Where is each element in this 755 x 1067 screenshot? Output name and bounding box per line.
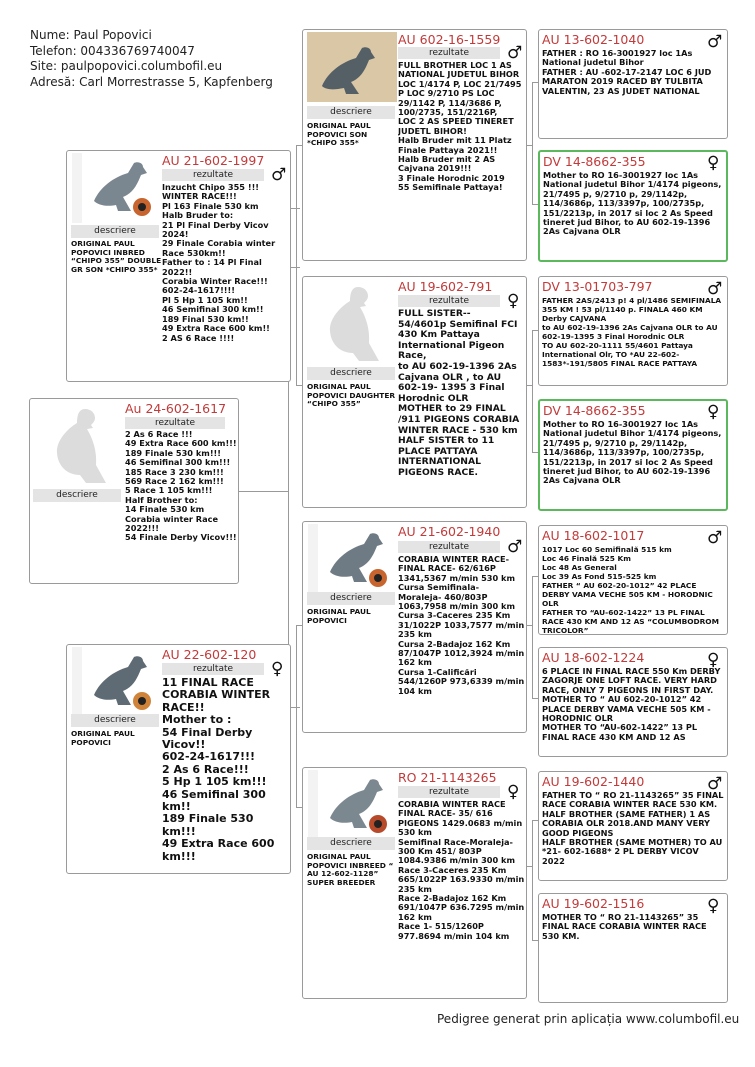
pigeon-results: FATHER TO “ RO 21-1143265” 35 FINAL RACE CORABIA WINTER RACE 530 KM. HALF BROTHER (SAME FATHER) 1 AS CORABIA OLR 2018.AND MANY VERY GOOD PIGEONS HALF BROTHER (SAME MOTHER) TO AU *21- 602-1688* 2 PL DERBY VICOV 2022 — [542, 791, 724, 866]
owner-phone: Telefon: 004336769740047 — [30, 43, 195, 58]
pigeon-card-sire[interactable] — [66, 150, 291, 382]
pigeon-card-sire-dam[interactable] — [302, 276, 527, 508]
pigeon-card-dss[interactable] — [538, 525, 728, 635]
ring-number: AU 22-602-120 — [162, 647, 257, 662]
ring-number: AU 21-602-1940 — [398, 524, 501, 539]
pigeon-photo — [71, 647, 161, 717]
owner-name: Nume: Paul Popovici — [30, 28, 152, 42]
pigeon-photo — [71, 153, 161, 223]
results-button[interactable]: rezultate — [398, 295, 500, 307]
male-icon: ♂ — [707, 528, 723, 548]
pigeon-results: CORABIA WINTER RACE FINAL RACE- 35/ 616 PIGEONS 1429.0683 m/min 530 km Semifinal Race-Moraleja- 300 Km 451/ 803P 1084.9386 m/min 300 km Race 3-Caceres 235 Km 665/1022P 163.9330 m/min 235 km Race 2-Badajoz 162 Km 691/1047P 636.7295 m/min 162 km Race 1- 515/1260P 977.8694 m/min 104 km — [398, 800, 525, 941]
ring-number: AU 18-602-1017 — [542, 528, 645, 543]
pigeon-card-sdd[interactable] — [538, 399, 728, 511]
pigeon-card-sds[interactable] — [538, 276, 728, 386]
connector — [238, 491, 288, 492]
connector — [296, 145, 297, 385]
ring-number: AU 21-602-1997 — [162, 153, 265, 168]
pigeon-card-sss[interactable] — [538, 29, 728, 139]
pigeon-info: ORIGINAL PAUL POPOVICI INBREED “ AU 12-602-1128” SUPER BREEDER — [307, 852, 394, 887]
results-button[interactable]: rezultate — [398, 47, 500, 59]
ring-number: AU 19-602-1440 — [542, 774, 645, 789]
ring-number: DV 13-01703-797 — [542, 279, 653, 294]
pigeon-results: 2 As 6 Race !!! 49 Extra Race 600 km!!! 189 Finale 530 km!!! 46 Semifinal 300 km!!! 185 Race 3 230 km!!! 569 Race 2 162 km!!! 5 Race 1 105 km!!! Half Brother to: 14 Finale 530 km Corabia winter Race 2022!!! 54 Finale Derby Vicov!!! — [125, 430, 237, 543]
female-icon: ♀ — [707, 402, 720, 422]
owner-address: Adresă: Carl Morrestrasse 5, Kapfenberg — [30, 74, 273, 89]
connector — [532, 82, 533, 204]
pigeon-results: 1017 Loc 60 Semifinală 515 km Loc 46 Finală 525 Km Loc 48 As General Loc 39 As Fond 515-525 km FATHER “ AU 602-20-1012” 42 PLACE DERBY VAMA VECHE 505 KM - HORODNIC OLR FATHER TO “AU-602-1422” 13 PL FINAL RACE 430 KM AND 12 AS “COLUMBODROM TRICOLOR” — [542, 545, 719, 633]
pigeon-card-dds[interactable] — [538, 771, 728, 881]
connector — [532, 576, 533, 698]
pigeon-results: Inzucht Chipo 355 !!! WINTER RACE!!! Pl 163 Finale 530 km Halb Bruder to: 21 Pl Final Derby Vicov 2024! 29 Finale Corabia winter Race 530km!! Father to : 14 Pl Final 2022!! Corabia Winter Race!!! 602-24-1617!!!! Pl 5 Hp 1 105 km!! 46 Semifinal 300 km!! 189 Final 530 km!! 49 Extra Race 600 km!! 2 AS 6 Race !!!! — [162, 183, 276, 343]
ring-number: AU 18-602-1224 — [542, 650, 645, 665]
ring-number: AU 19-602-1516 — [542, 896, 645, 911]
pigeon-info: ORIGINAL PAUL POPOVICI INBRED “CHIPO 355” DOUBLE GR SON *CHIPO 355* — [71, 239, 162, 274]
description-button[interactable]: descriere — [307, 592, 395, 605]
description-button[interactable]: descriere — [33, 489, 121, 502]
footer-note: Pedigree generat prin aplicația www.columbofil.eu — [437, 1012, 740, 1026]
male-icon: ♂ — [707, 774, 723, 794]
pigeon-photo — [307, 524, 397, 594]
pigeon-card-dam[interactable] — [66, 644, 291, 874]
description-button[interactable]: descriere — [307, 106, 395, 119]
pigeon-photo — [307, 32, 397, 102]
connector — [532, 330, 533, 452]
pigeon-silhouette — [313, 281, 393, 365]
ring-number: AU 13-602-1040 — [542, 32, 645, 47]
pigeon-info: ORIGINAL PAUL POPOVICI SON *CHIPO 355* — [307, 121, 371, 148]
description-button[interactable]: descriere — [71, 225, 159, 238]
ring-number: DV 14-8662-355 — [543, 403, 646, 418]
pigeon-card-dam-dam[interactable] — [302, 767, 527, 999]
connector — [296, 625, 297, 807]
female-icon: ♀ — [707, 896, 720, 916]
results-button[interactable]: rezultate — [398, 786, 500, 798]
ring-number: AU 19-602-791 — [398, 279, 493, 294]
female-icon: ♀ — [507, 291, 520, 311]
male-icon: ♂ — [507, 43, 523, 63]
pigeon-info: ORIGINAL PAUL POPOVICI — [307, 607, 371, 625]
ring-number: Au 24-602-1617 — [125, 401, 227, 416]
male-icon: ♂ — [707, 279, 723, 299]
connector — [532, 820, 533, 940]
female-icon: ♀ — [507, 782, 520, 802]
results-button[interactable]: rezultate — [125, 417, 225, 429]
pigeon-silhouette — [40, 403, 120, 487]
male-icon: ♂ — [707, 32, 723, 52]
pigeon-card-dsd[interactable] — [538, 647, 728, 757]
pigeon-results: Mother to RO 16-3001927 loc 1As National judetul Bihor 1/4174 pigeons, 21/7495 p, 9/2710 p, 29/1142p, 114/3686p, 113/3397p, 100/2735p, 151/2213p, in 2017 si loc 2 As Speed tineret jud Bihor, to AU 602-19-1396 2As Cajvana OLR — [543, 420, 722, 486]
description-button[interactable]: descriere — [307, 367, 395, 380]
pigeon-card-ddd[interactable] — [538, 893, 728, 1003]
pigeon-photo — [307, 770, 397, 840]
connector — [290, 208, 300, 209]
pigeon-results: Mother to RO 16-3001927 loc 1As National judetul Bihor 1/4174 pigeons, 21/7495 p, 9/2710 p, 29/1142p, 114/3686p, 113/3397p, 100/2735p, 151/2213p, in 2017 si loc 2 As Speed tineret jud Bihor, to AU 602-19-1396 2As Cajvana OLR — [543, 171, 722, 237]
ring-number: AU 602-16-1559 — [398, 32, 501, 47]
pigeon-results: CORABIA WINTER RACE- FINAL RACE- 62/616P 1341,5367 m/min 530 km Cursa Semifinala- Moraleja- 460/803P 1063,7958 m/min 300 km Cursa 3-Caceres 235 Km 31/1022P 1033,7577 m/min 235 km Cursa 2-Badajoz 162 Km 87/1047P 1012,3924 m/min 162 km Cursa 1-Calificări 544/1260P 973,6339 m/min 104 km — [398, 555, 525, 696]
pigeon-results: 6 PLACE IN FINAL RACE 550 Km DERBY ZAGORJE ONE LOFT RACE. VERY HARD RACE, ONLY 7 PIGEONS IN FIRST DAY. MOTHER TO “ AU 602-20-1012” 42 PLACE DERBY VAMA VECHE 505 KM - HORODNIC OLR MOTHER TO “AU-602-1422” 13 PL FINAL RACE 430 KM AND 12 AS — [542, 667, 721, 742]
female-icon: ♀ — [707, 650, 720, 670]
pigeon-results: FATHER : RO 16-3001927 loc 1As National judetul Bihor FATHER : AU -602-17-2147 LOC 6 JUD MARATON 2019 RACED BY TULBITA VALENTIN, 23 AS JUDET NATIONAL — [542, 49, 712, 96]
description-button[interactable]: descriere — [307, 837, 395, 850]
description-button[interactable]: descriere — [71, 714, 159, 727]
results-button[interactable]: rezultate — [162, 169, 264, 181]
owner-site[interactable]: Site: paulpopovici.columbofil.eu — [30, 59, 223, 73]
owner-info — [30, 28, 273, 90]
results-button[interactable]: rezultate — [398, 541, 500, 553]
ring-number: DV 14-8662-355 — [543, 154, 646, 169]
male-icon: ♂ — [507, 537, 523, 557]
ring-number: RO 21-1143265 — [398, 770, 497, 785]
female-icon: ♀ — [707, 153, 720, 173]
pigeon-results: FULL SISTER-- 54/4601p Semifinal FCI 430 Km Pattaya International Pigeon Race, to AU 602-19-1396 2As Cajvana OLR , to AU 602-19- 1395 3 Final Horodnic OLR MOTHER to 29 FINAL /911 PIGEONS CORABIA WINTER RACE - 530 km HALF SISTER to 11 PLACE PATTAYA INTERNATIONAL PIGEONS RACE. — [398, 309, 520, 478]
pigeon-results: FATHER 2AS/2413 p! 4 pl/1486 SEMIFINALA 355 KM ! 53 pl/1140 p. FINALA 460 KM Derby CAJVANA to AU 602-19-1396 2As Cajvana OLR to AU 602-19-1395 3 Final Horodnic OLR TO AU 602-20-1111 55/4601 Pattaya International Olr, TO *AU 22-602-1583*-191/5805 FINAL RACE PATTAYA — [542, 296, 722, 368]
pigeon-card-subject[interactable] — [29, 398, 239, 584]
connector — [290, 707, 300, 708]
pigeon-results: 11 FINAL RACE CORABIA WINTER RACE!! Mother to : 54 Final Derby Vicov!! 602-24-1617!!! 2 As 6 Race!!! 5 Hp 1 105 km!!! 46 Semifinal 300 km!! 189 Finale 530 km!!! 49 Extra Race 600 km!!! — [162, 677, 275, 863]
pigeon-card-dam-sire[interactable] — [302, 521, 527, 733]
female-icon: ♀ — [271, 659, 284, 679]
pigeon-results: FULL BROTHER LOC 1 AS NATIONAL JUDETUL BIHOR LOC 1/4174 P, LOC 21/7495 P LOC 9/2710 PS LOC 29/1142 P, 114/3686 P, 100/2735, 151/2216P, LOC 2 AS SPEED TINERET JUDETL BIHOR! Halb Bruder mit 11 Platz Finale Pattaya 2021!! Halb Bruder mit 2 AS Cajvana 2019!!! 3 Finale Horodnic 2019 55 Semifinale Pattaya! — [398, 61, 522, 193]
male-icon: ♂ — [271, 165, 287, 185]
pigeon-results: MOTHER TO “ RO 21-1143265” 35 FINAL RACE CORABIA WINTER RACE 530 KM. — [542, 913, 707, 941]
pigeon-card-ssd[interactable] — [538, 150, 728, 262]
pigeon-info: ORIGINAL PAUL POPOVICI — [71, 729, 135, 747]
pigeon-card-sire-sire[interactable] — [302, 29, 527, 261]
pigeon-info: ORIGINAL PAUL POPOVICI DAUGHTER “CHIPO 355” — [307, 382, 396, 409]
results-button[interactable]: rezultate — [162, 663, 264, 675]
